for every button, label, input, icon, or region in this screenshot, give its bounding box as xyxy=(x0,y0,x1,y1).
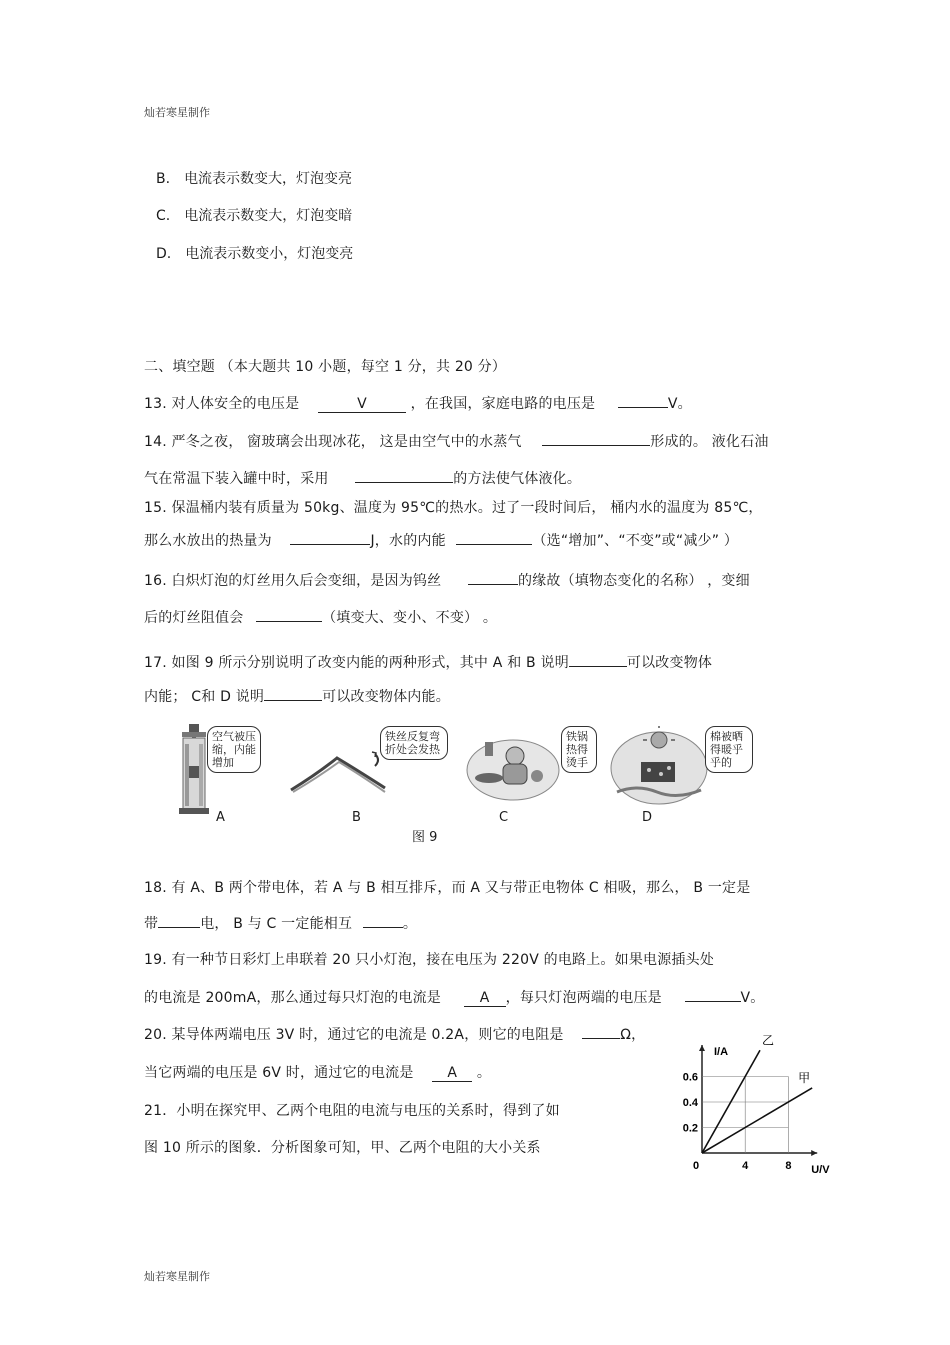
q13-text-c: V。 xyxy=(667,396,692,412)
q13-text-a: 13. 对人体安全的电压是 xyxy=(144,396,300,412)
q14-blank-1 xyxy=(542,445,650,446)
q17-text-b: 可以改变物体 xyxy=(626,655,713,671)
question-17-line-2 xyxy=(144,686,450,706)
figure-label-b: B xyxy=(352,810,361,825)
question-21-line-1: 21．小明在探究甲、乙两个电阻的电流与电压的关系时，得到了如 xyxy=(144,1103,560,1119)
figure-label-d: D xyxy=(642,810,653,825)
question-19-line-1: 19. 有一种节日彩灯上串联着 20 只小灯泡，接在电压为 220V 的电路上。如果电源插头处 xyxy=(144,952,715,968)
cooking-scene-icon xyxy=(465,732,561,802)
question-19-line-2 xyxy=(144,987,765,1007)
figure-9 xyxy=(175,722,765,822)
q19-blank-1: A xyxy=(464,991,506,1007)
x-tick-label: 8 xyxy=(785,1160,792,1172)
y-tick-label: 0.6 xyxy=(682,1071,698,1084)
iu-graph xyxy=(670,1032,840,1182)
series-line-jia xyxy=(702,1088,812,1153)
question-21-line-2: 图 10 所示的图象．分析图象可知，甲、乙两个电阻的大小关系 xyxy=(144,1140,541,1156)
y-axis-arrow xyxy=(699,1045,705,1051)
option-letter: D. xyxy=(156,246,172,262)
q13-text-b: ，在我国，家庭电路的电压是 xyxy=(410,396,596,412)
question-18-line-1: 18. 有 A、B 两个带电体，若 A 与 B 相互排斥，而 A 又与带正电物体 C 相吸，那么， B 一定是 xyxy=(144,880,751,896)
q13-blank-1: V xyxy=(318,397,406,413)
q17-blank-1 xyxy=(569,666,627,667)
q20-text-c: 当它两端的电压是 6V 时，通过它的电流是 xyxy=(144,1065,414,1081)
option-text: 电流表示数变大，灯泡变暗 xyxy=(184,208,353,224)
q18-text-c: 。 xyxy=(402,916,418,932)
q15-text-a: 那么水放出的热量为 xyxy=(144,533,272,549)
option-letter: B. xyxy=(156,171,171,187)
question-13 xyxy=(144,393,692,413)
q13-blank-2 xyxy=(618,407,668,408)
q16-blank-2 xyxy=(256,621,322,622)
q17-text-c: 内能； C和 D 说明 xyxy=(144,689,265,705)
question-15-line-1: 15. 保温桶内装有质量为 50kg、温度为 95℃的热水。过了一段时间后， 桶内水的温度为 85℃， xyxy=(144,500,763,516)
question-15-line-2 xyxy=(144,530,738,550)
section-title: 二、填空题 （本大题共 10 小题，每空 1 分，共 20 分） xyxy=(144,359,507,375)
q15-text-b: J，水的内能 xyxy=(370,533,446,549)
x-tick-label: 0 xyxy=(692,1160,700,1172)
question-17-line-1 xyxy=(144,652,712,672)
q19-blank-2 xyxy=(685,1001,741,1002)
q19-text-a: 的电流是 200mA，那么通过每只灯泡的电流是 xyxy=(144,990,441,1006)
option-d xyxy=(156,243,353,263)
q19-text-b: ，每只灯泡两端的电压是 xyxy=(505,990,662,1006)
option-text: 电流表示数变小，灯泡变亮 xyxy=(185,246,354,262)
q14-blank-2 xyxy=(355,482,453,483)
option-c xyxy=(156,205,352,225)
question-18-line-2 xyxy=(144,913,417,933)
page-header: 灿若寒星制作 xyxy=(144,106,210,119)
q18-text-a: 带 xyxy=(144,916,159,932)
figure-label-a: A xyxy=(216,810,225,825)
figure-label-c: C xyxy=(499,810,509,825)
q14-text-d: 的方法使气体液化。 xyxy=(453,471,582,487)
q14-text-b: 形成的。 液化石油 xyxy=(650,434,769,450)
q20-text-a: 20. 某导体两端电压 3V 时，通过它的电流是 0.2A，则它的电阻是 xyxy=(144,1027,564,1043)
y-tick-label: 0.2 xyxy=(682,1122,698,1135)
x-axis-label: U/V xyxy=(811,1164,830,1176)
y-tick-label: 0.4 xyxy=(682,1097,698,1109)
quilt-sun-icon xyxy=(609,726,709,806)
q16-text-d: （填变大、变小、不变） 。 xyxy=(322,610,498,626)
q17-text-a: 17. 如图 9 所示分别说明了改变内能的两种形式，其中 A 和 B 说明 xyxy=(144,655,569,671)
q15-text-c: （选“增加”、“不变”或“减少” ） xyxy=(532,533,739,549)
q16-text-b: 的缘故（填物态变化的名称） ，变细 xyxy=(517,573,750,589)
question-20-line-1 xyxy=(144,1024,645,1044)
option-letter: C. xyxy=(156,208,171,224)
x-axis-arrow xyxy=(811,1150,817,1156)
page-footer: 灿若寒星制作 xyxy=(144,1270,210,1283)
x-tick-label: 4 xyxy=(742,1160,749,1172)
q18-text-b: 电， B 与 C 一定能相互 xyxy=(200,916,353,932)
question-14-line-1 xyxy=(144,431,769,451)
series-label: 乙 xyxy=(762,1033,775,1048)
question-16-line-2 xyxy=(144,607,497,627)
q16-text-c: 后的灯丝阻值会 xyxy=(144,610,244,626)
q16-blank-1 xyxy=(468,584,518,585)
q15-blank-2 xyxy=(456,544,532,545)
q14-text-a: 14. 严冬之夜， 窗玻璃会出现冰花， 这是由空气中的水蒸气 xyxy=(144,434,522,450)
question-20-line-2 xyxy=(144,1062,491,1082)
q20-text-d: 。 xyxy=(476,1065,492,1081)
bubble-d: 棉被晒得暖乎乎的 xyxy=(705,726,753,773)
option-text: 电流表示数变大，灯泡变亮 xyxy=(184,171,353,187)
q20-blank-2: A xyxy=(432,1066,472,1082)
bubble-c: 铁锅热得烫手 xyxy=(561,726,597,773)
y-axis-label: I/A xyxy=(714,1046,729,1058)
series-line-yi xyxy=(702,1050,760,1153)
q20-blank-1 xyxy=(582,1038,620,1039)
bubble-a: 空气被压缩，内能增加 xyxy=(207,726,261,773)
figure-9-caption: 图 9 xyxy=(412,830,438,845)
q15-blank-1 xyxy=(290,544,370,545)
question-14-line-2 xyxy=(144,468,581,488)
option-b xyxy=(156,168,352,188)
series-label: 甲 xyxy=(798,1070,811,1085)
q18-blank-2 xyxy=(363,927,403,928)
q18-blank-1 xyxy=(158,927,200,928)
q16-text-a: 16. 白炽灯泡的灯丝用久后会变细，是因为钨丝 xyxy=(144,573,442,589)
q17-blank-2 xyxy=(264,700,322,701)
q19-text-c: V。 xyxy=(740,990,765,1006)
q17-text-d: 可以改变物体内能。 xyxy=(322,689,450,705)
question-16-line-1 xyxy=(144,570,750,590)
q14-text-c: 气在常温下装入罐中时，采用 xyxy=(144,471,329,487)
air-cylinder-icon xyxy=(177,724,211,816)
bent-wire-icon xyxy=(287,734,387,794)
q20-text-b: Ω， xyxy=(620,1027,646,1043)
bubble-b: 铁丝反复弯折处会发热 xyxy=(380,726,448,760)
